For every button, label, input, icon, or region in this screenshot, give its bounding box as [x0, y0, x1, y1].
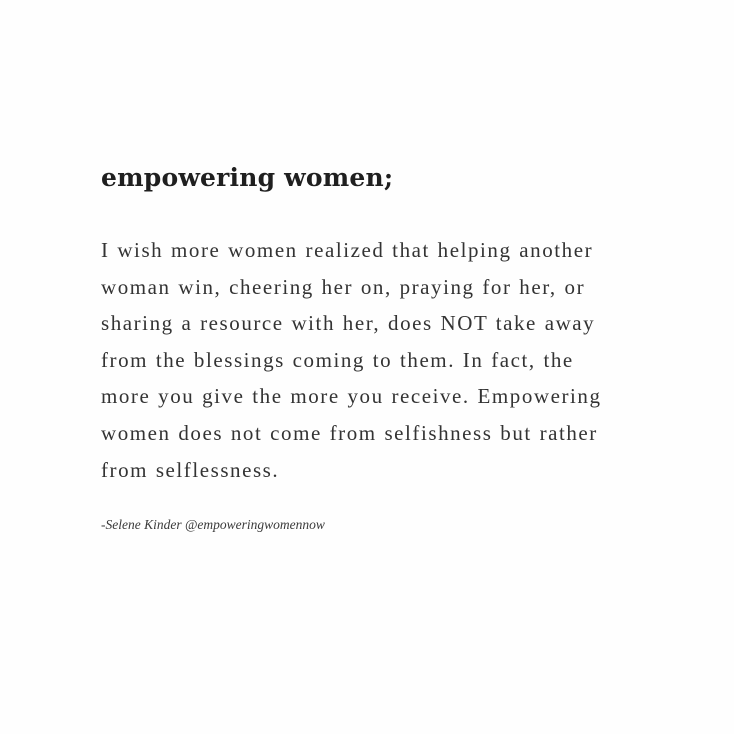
quote-line: from the blessings coming to them. In fact, the	[101, 347, 574, 372]
quote-line: women does not come from selfishness but rather	[101, 420, 598, 445]
author-signature: -Selene Kinder @empoweringwomennow	[101, 517, 325, 532]
quote-title: empowering women;	[101, 163, 394, 192]
quote-line: more you give the more you receive. Empowering	[101, 384, 602, 409]
quote-line: from selflessness.	[101, 457, 280, 482]
quote-body	[101, 232, 602, 488]
quote-line: woman win, cheering her on, praying for her, or	[101, 274, 586, 299]
quote-line: sharing a resource with her, does NOT take away	[101, 311, 596, 336]
quote-line: I wish more women realized that helping another	[101, 238, 594, 262]
